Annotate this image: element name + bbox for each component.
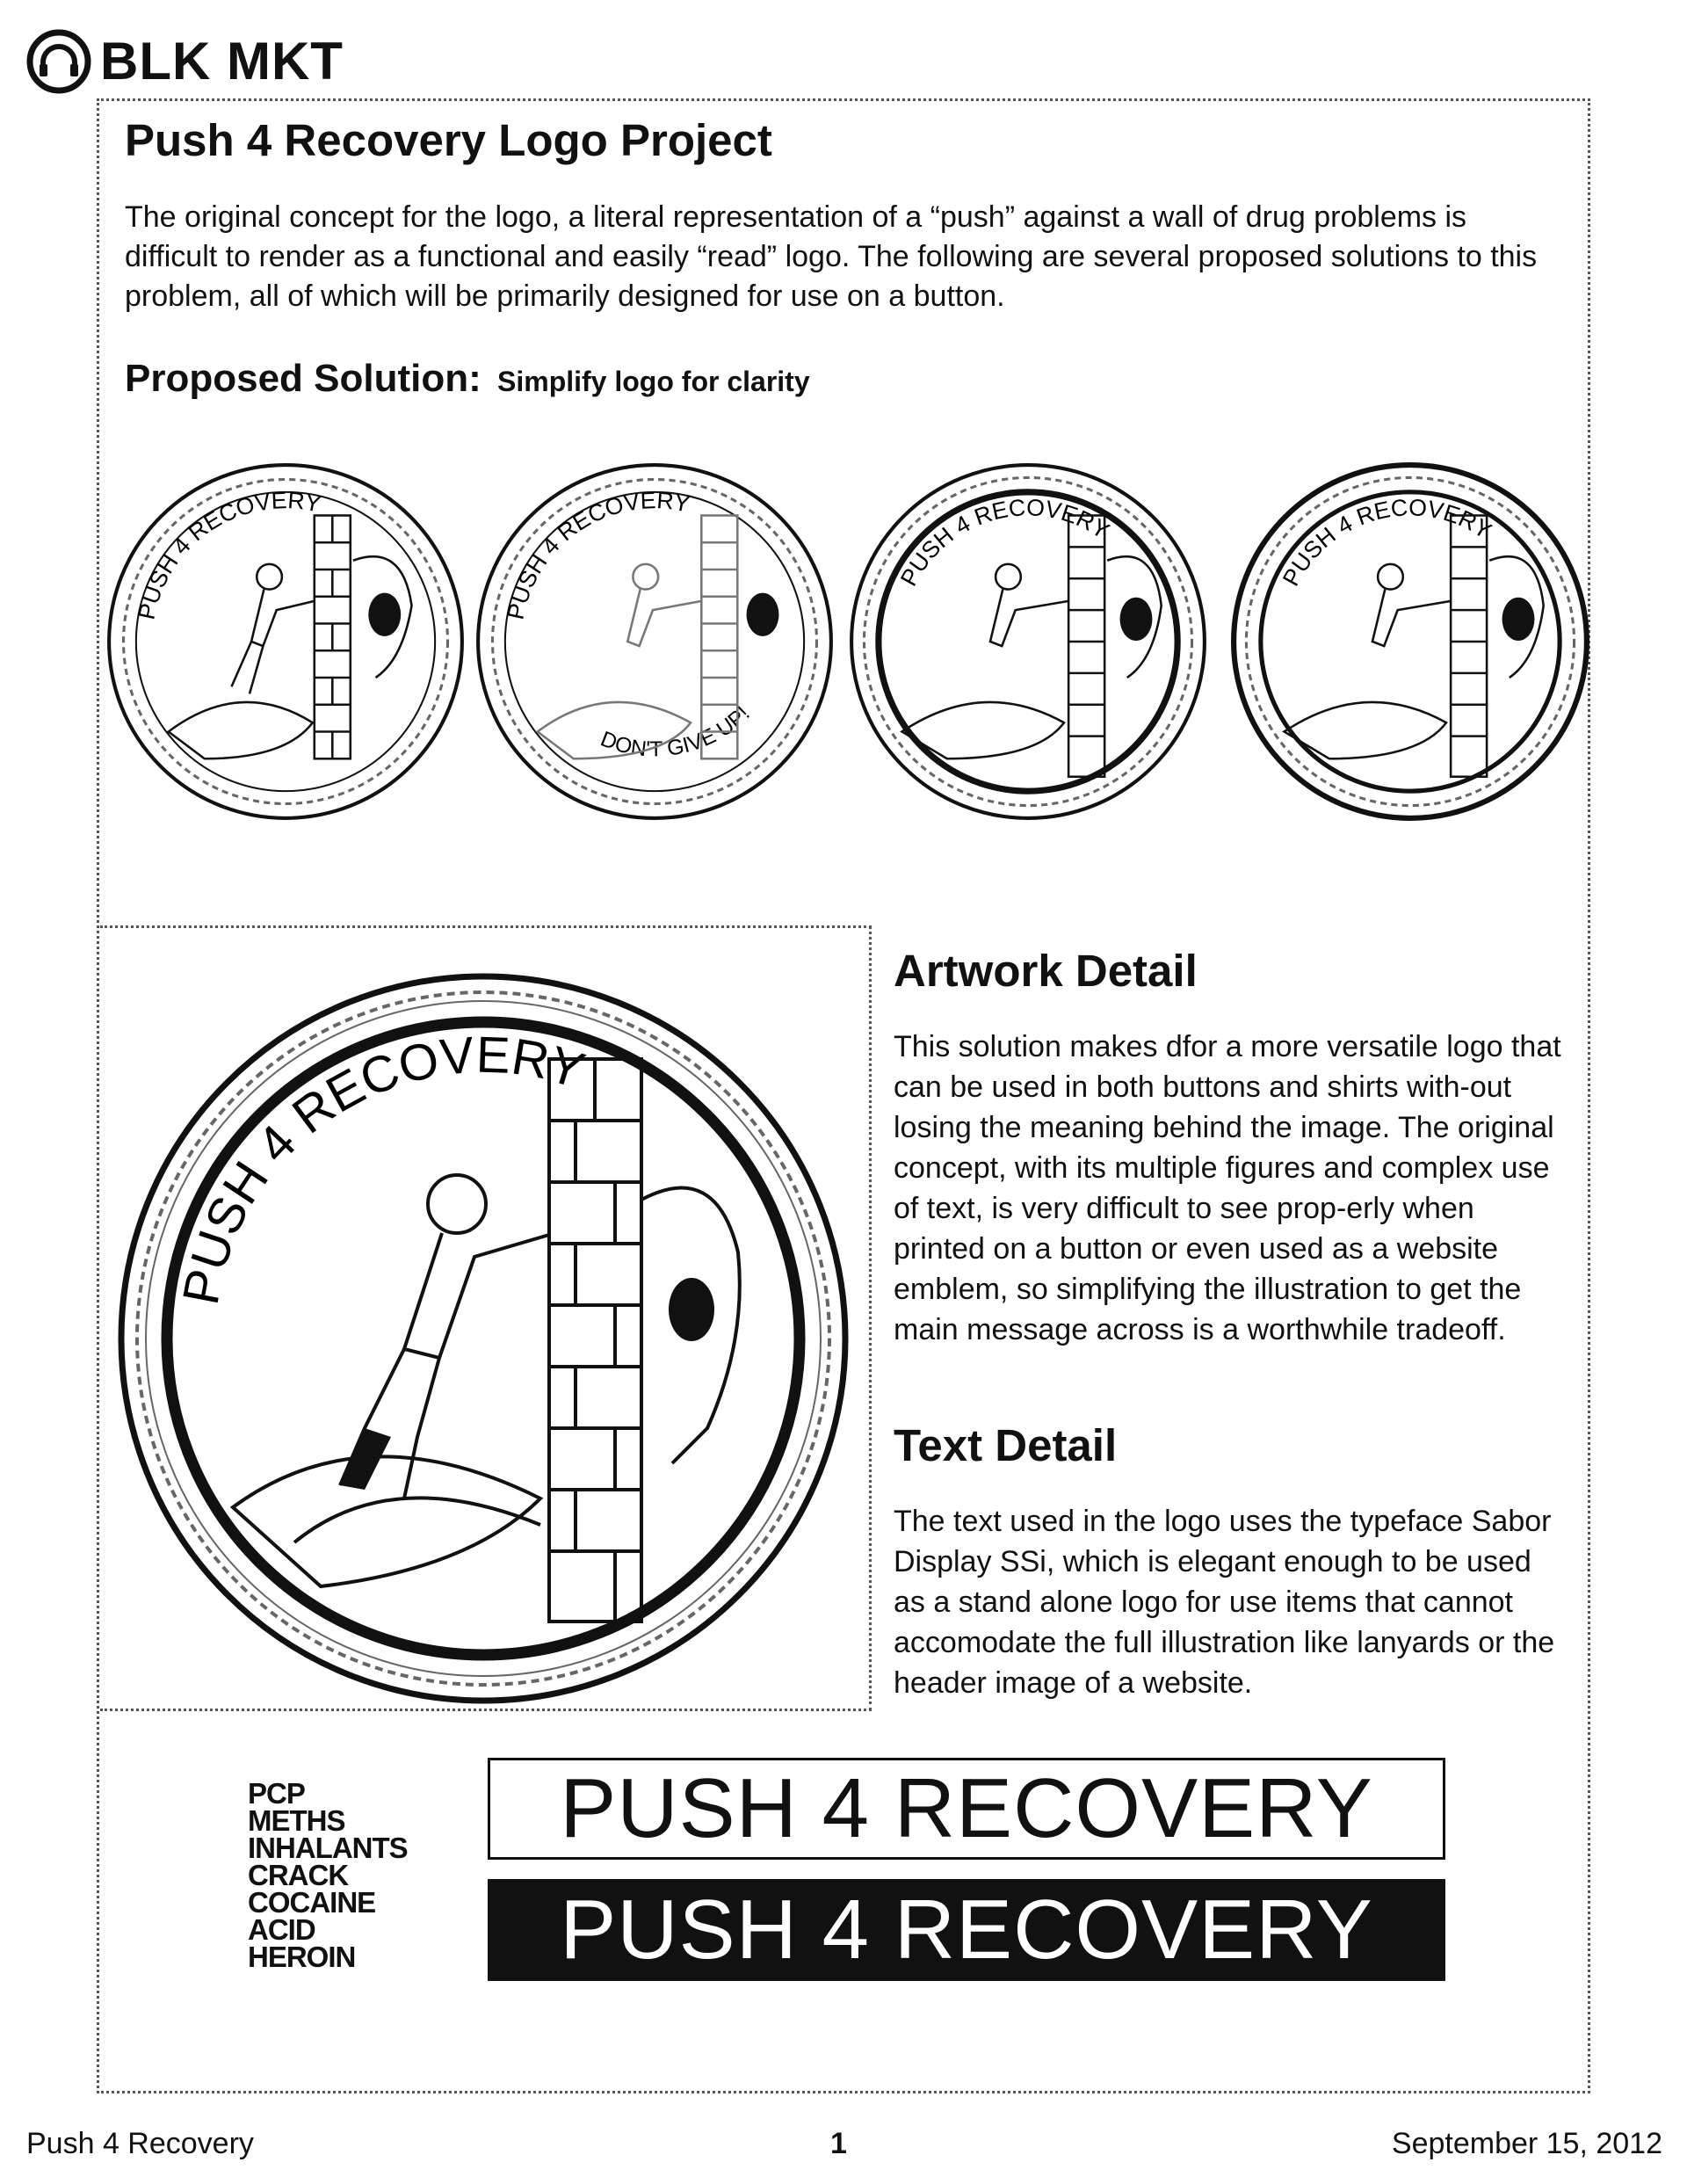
artwork-detail-body: This solution makes dfor a more versatile logo that can be used in both buttons and shirts with-out losing the meaning behind the image. The original concept, with its multiple figures and complex use of text, is very difficult to see prop-erly when printed on a button or even used as a website emblem, so simplifying the illustration to get the main message across is a worthwhile tradeoff. [894,1030,1561,1346]
intro-paragraph: The original concept for the logo, a literal representation of a “push” against a wall of drug problems is difficult to render as a functional and easily “read” logo. The following are several proposed solutions to this problem, all of which will be primarily designed for use on a button. [125,200,1538,313]
footer-date: September 15, 2012 [1391,2127,1662,2160]
artwork-detail-heading: Artwork Detail [894,946,1198,996]
list-item: COCAINE [248,1886,376,1919]
text-detail-body: The text used in the logo uses the typeface Sabor Display SSi, which is elegant enough to be used as a stand alone logo for use items that cannot accomodate the full illustration like lanyards or the header image of a website. [894,1505,1555,1700]
list-item: PCP [248,1777,305,1810]
drug-list [248,1777,408,1973]
wordmark-solid: PUSH 4 RECOVERY [488,1879,1445,1981]
logo-thumbnail-4 [1230,461,1590,822]
brand-logo [26,26,344,97]
logo-thumbnail-3 [848,461,1208,822]
logo-thumbnail-1 [105,461,466,822]
list-item: HEROIN [248,1941,356,1973]
wordmark-outline: PUSH 4 RECOVERY [488,1758,1445,1860]
proposed-solution-heading [125,357,810,401]
solution-label: Proposed Solution: [125,357,481,400]
detail-logo-text: PUSH 4 RECOVERY [171,1026,591,1310]
page-title: Push 4 Recovery Logo Project [125,115,772,165]
thumbnail-top-text: PUSH 4 RECOVERY [133,487,323,622]
page-number: 1 [830,2127,847,2160]
list-item: ACID [248,1913,315,1946]
thumbnail-top-text: PUSH 4 RECOVERY [1277,494,1496,591]
list-item: CRACK [248,1859,349,1891]
text-detail-heading: Text Detail [894,1420,1118,1470]
list-item: INHALANTS [248,1832,408,1864]
headphones-icon [26,29,91,94]
thumbnail-top-text: PUSH 4 RECOVERY [894,494,1114,591]
thumbnail-bottom-text: DON'T GIVE UP! [597,701,755,762]
footer-title: Push 4 Recovery [26,2127,254,2160]
solution-text: Simplify logo for clarity [497,366,810,397]
detail-logo [101,971,865,1705]
brand-name: BLK MKT [100,32,344,91]
thumbnail-top-text: PUSH 4 RECOVERY [502,487,692,622]
logo-thumbnail-2 [474,461,835,822]
list-item: METHS [248,1804,345,1837]
